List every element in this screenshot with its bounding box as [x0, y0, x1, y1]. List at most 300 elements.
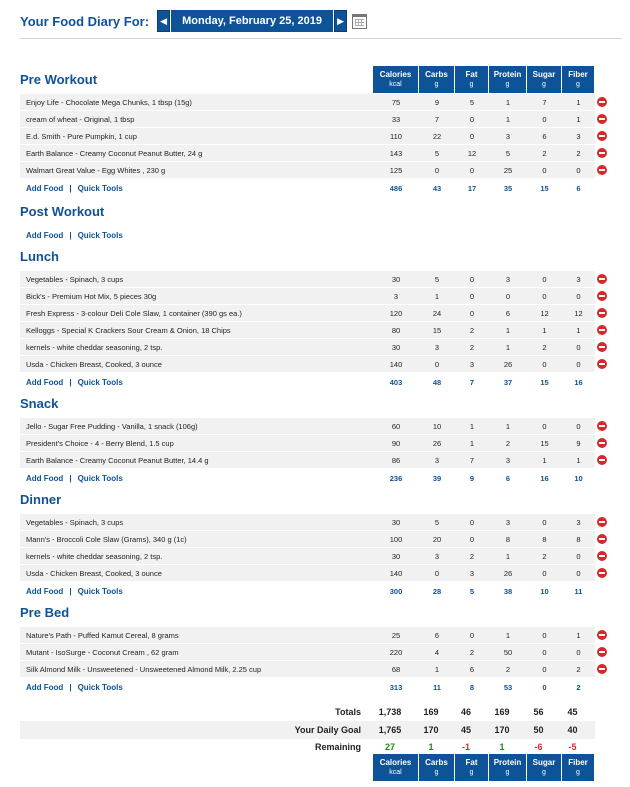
nutrient-value: 7	[434, 114, 440, 124]
nutrient-value: 1	[505, 114, 511, 124]
delete-entry-icon[interactable]	[597, 664, 607, 674]
food-name[interactable]: Nature's Path - Puffed Kamut Cereal, 8 grams	[26, 630, 179, 640]
column-label: Carbs	[425, 70, 448, 79]
meal-total-value: 236	[389, 473, 403, 483]
food-entry-row[interactable]	[20, 452, 595, 468]
nutrient-value: 25	[391, 630, 401, 640]
meal-title: Post Workout	[20, 204, 105, 219]
column-unit: g	[505, 769, 510, 776]
nutrient-value: 140	[389, 359, 403, 369]
meal-total-value: 15	[540, 183, 549, 193]
summary-value: 1,738	[378, 707, 402, 717]
delete-entry-icon[interactable]	[597, 517, 607, 527]
nutrient-value: 0	[469, 131, 475, 141]
meal-total-value: 48	[432, 377, 442, 387]
meal-total-value: 8	[469, 682, 475, 692]
next-day-button[interactable]: ▶	[334, 10, 347, 32]
meal-actions	[20, 683, 373, 692]
meal-title: Pre Workout	[20, 72, 98, 87]
nutrient-value: 0	[469, 291, 475, 301]
column-calories	[373, 754, 418, 781]
delete-entry-icon[interactable]	[597, 630, 607, 640]
nutrient-value: 2	[505, 438, 511, 448]
food-entry-row[interactable]	[20, 661, 595, 677]
nutrient-value: 0	[434, 568, 440, 578]
meal-title: Snack	[20, 396, 59, 411]
food-entry-row[interactable]	[20, 322, 595, 338]
nutrient-value: 3	[434, 551, 440, 561]
column-unit: g	[434, 769, 439, 776]
food-entry-row[interactable]	[20, 514, 595, 530]
nutrient-value: 2	[542, 148, 547, 158]
nutrient-value: 3	[434, 342, 440, 352]
quick-tools-link[interactable]: Quick Tools	[77, 682, 123, 692]
food-entry-row[interactable]	[20, 339, 595, 355]
column-label: Protein	[493, 758, 522, 767]
header-divider	[20, 38, 622, 39]
food-entry-row[interactable]	[20, 627, 595, 643]
nutrient-value: 86	[391, 455, 401, 465]
nutrient-value: 9	[576, 438, 581, 448]
nutrient-value: 3	[434, 455, 440, 465]
summary-value: -6	[534, 742, 543, 752]
meal-total-value: 486	[389, 183, 403, 193]
nutrient-value: 1	[434, 664, 440, 674]
nutrient-value: 25	[503, 165, 513, 175]
column-label: Fiber	[568, 758, 588, 767]
column-sugar	[527, 754, 561, 781]
delete-entry-icon[interactable]	[597, 308, 607, 318]
column-unit: g	[542, 769, 546, 776]
summary-value: 46	[460, 707, 471, 717]
delete-entry-icon[interactable]	[597, 534, 607, 544]
nutrient-value: 6	[505, 308, 511, 318]
food-name[interactable]: President's Choice - 4 - Berry Blend, 1.5 cup	[26, 438, 174, 448]
meal-total-value: 38	[503, 586, 513, 596]
nutrient-value: 1	[505, 551, 511, 561]
meal-total-value: 2	[576, 682, 581, 692]
summary-value: 27	[384, 742, 395, 752]
nutrient-value: 120	[389, 308, 403, 318]
nutrient-value: 0	[469, 517, 475, 527]
food-name[interactable]: Vegetables - Spinach, 3 cups	[26, 274, 124, 284]
nutrient-value: 0	[542, 421, 547, 431]
nutrient-value: 3	[576, 274, 581, 284]
nutrient-value: 0	[434, 165, 440, 175]
nutrient-value: 75	[391, 97, 401, 107]
meal-title: Pre Bed	[20, 605, 70, 620]
link-separator: |	[69, 377, 72, 387]
nutrient-value: 0	[576, 165, 581, 175]
nutrient-value: 0	[469, 114, 475, 124]
meal-actions-row	[20, 679, 595, 695]
column-label: Fiber	[568, 70, 588, 79]
delete-entry-icon[interactable]	[597, 647, 607, 657]
food-name[interactable]: Earth Balance - Creamy Coconut Peanut Butter, 24 g	[26, 148, 203, 158]
add-food-link[interactable]: Add Food	[26, 377, 64, 387]
food-entry-row[interactable]	[20, 356, 595, 372]
meal-total-value: 7	[469, 377, 475, 387]
food-name[interactable]: Kelloggs - Special K Crackers Sour Cream & Onion, 18 Chips	[26, 325, 231, 335]
meal-total-value: 6	[576, 183, 581, 193]
nutrient-value: 0	[576, 359, 581, 369]
add-food-link[interactable]: Add Food	[26, 682, 64, 692]
delete-entry-icon[interactable]	[597, 291, 607, 301]
meal-total-value: 403	[389, 377, 403, 387]
food-entry-row[interactable]	[20, 271, 595, 287]
link-separator: |	[69, 473, 72, 483]
nutrient-value: 110	[390, 131, 402, 141]
food-entry-row[interactable]	[20, 548, 595, 564]
nutrient-value: 0	[542, 165, 547, 175]
nutrient-value: 0	[469, 630, 475, 640]
column-calories	[373, 66, 418, 93]
nutrient-value: 0	[469, 165, 475, 175]
nutrient-value: 9	[434, 97, 440, 107]
nutrient-value: 8	[505, 534, 511, 544]
nutrient-value: 100	[389, 534, 403, 544]
meal-total-value: 39	[432, 473, 442, 483]
nutrient-value: 26	[503, 359, 513, 369]
nutrient-value: 0	[434, 359, 440, 369]
nutrient-value: 20	[432, 534, 442, 544]
calendar-icon[interactable]	[352, 14, 367, 29]
meal-total-value: 0	[542, 682, 547, 692]
food-entry-row[interactable]	[20, 644, 595, 660]
meal-actions-row	[20, 470, 595, 486]
nutrient-value: 0	[505, 291, 511, 301]
nutrient-value: 0	[542, 291, 547, 301]
nutrient-value: 1	[576, 114, 581, 124]
column-label: Carbs	[425, 758, 448, 767]
food-entry-row[interactable]	[20, 128, 595, 144]
column-unit: g	[505, 81, 510, 88]
nutrient-value: 0	[576, 291, 581, 301]
nutrient-value: 143	[389, 148, 403, 158]
summary-value: -5	[568, 742, 577, 752]
delete-entry-icon[interactable]	[597, 359, 607, 369]
nutrient-value: 30	[391, 517, 401, 527]
delete-entry-icon[interactable]	[597, 97, 607, 107]
meal-total-value: 11	[433, 682, 441, 692]
meal-actions-row	[20, 227, 595, 243]
quick-tools-link[interactable]: Quick Tools	[77, 230, 123, 240]
nutrient-value: 6	[542, 131, 547, 141]
delete-entry-icon[interactable]	[597, 274, 607, 284]
nutrient-value: 0	[542, 274, 547, 284]
meal-total-value: 6	[505, 473, 511, 483]
nutrient-value: 4	[434, 647, 440, 657]
meal-total-value: 9	[469, 473, 475, 483]
nutrient-value: 1	[542, 455, 547, 465]
nutrient-value: 1	[469, 421, 475, 431]
summary-value: 169	[494, 707, 510, 717]
nutrient-value: 2	[469, 342, 475, 352]
summary-value: 40	[567, 725, 578, 735]
add-food-link[interactable]: Add Food	[26, 230, 64, 240]
food-name[interactable]: Mutant - IsoSurge - Coconut Cream , 62 gram	[26, 647, 179, 657]
nutrient-value: 24	[432, 308, 442, 318]
daily-totals-row	[20, 703, 595, 721]
meal-total-value: 28	[432, 586, 442, 596]
food-name[interactable]: Bick's - Premium Hot Mix, 5 pieces 30g	[26, 291, 157, 301]
nutrient-value: 12	[574, 308, 583, 318]
bottom-column-header	[373, 754, 595, 781]
nutrient-value: 2	[505, 664, 511, 674]
meal-actions-row	[20, 583, 595, 599]
summary-value: 50	[533, 725, 544, 735]
column-fiber	[562, 66, 594, 93]
previous-day-button[interactable]: ◀	[157, 10, 170, 32]
nutrient-value: 0	[576, 342, 581, 352]
nutrient-value: 6	[434, 630, 440, 640]
column-fat	[455, 754, 488, 781]
diary-date-bar	[20, 10, 367, 32]
meal-total-value: 35	[503, 183, 513, 193]
delete-entry-icon[interactable]	[597, 114, 607, 124]
column-label: Sugar	[532, 70, 556, 79]
meal-total-value: 15	[540, 377, 549, 387]
column-unit: g	[576, 769, 580, 776]
delete-entry-icon[interactable]	[597, 421, 607, 431]
food-entry-row[interactable]	[20, 565, 595, 581]
food-name[interactable]: Fresh Express - 3-colour Deli Cole Slaw, 1 container (390 gs ea.)	[26, 308, 242, 318]
link-separator: |	[69, 230, 72, 240]
column-unit: g	[434, 81, 439, 88]
delete-entry-icon[interactable]	[597, 455, 607, 465]
nutrient-value: 2	[469, 325, 475, 335]
summary-label: Your Daily Goal	[294, 725, 361, 735]
column-label: Calories	[379, 758, 412, 767]
meal-actions	[20, 231, 373, 240]
nutrient-value: 3	[505, 131, 511, 141]
nutrient-value: 60	[391, 421, 401, 431]
nutrient-value: 7	[469, 455, 475, 465]
nutrient-value: 80	[391, 325, 401, 335]
delete-entry-icon[interactable]	[597, 568, 607, 578]
food-entry-row[interactable]	[20, 111, 595, 127]
summary-value: 1,765	[378, 725, 402, 735]
nutrient-value: 3	[505, 517, 511, 527]
column-sugar	[527, 66, 561, 93]
nutrient-value: 15	[540, 438, 549, 448]
nutrient-value: 2	[576, 148, 581, 158]
meal-total-value: 313	[389, 682, 403, 692]
summary-value: 45	[567, 707, 578, 717]
column-unit: kcal	[389, 81, 402, 88]
meal-total-value: 43	[432, 183, 442, 193]
summary-label: Remaining	[314, 742, 361, 752]
column-fiber	[562, 754, 594, 781]
nutrient-value: 3	[393, 291, 399, 301]
food-entry-row[interactable]	[20, 435, 595, 451]
delete-entry-icon[interactable]	[597, 165, 607, 175]
nutrient-value: 1	[576, 325, 581, 335]
meal-actions-row	[20, 180, 595, 196]
food-name[interactable]: kernels - white cheddar seasoning, 2 tsp.	[26, 342, 163, 352]
nutrient-value: 3	[505, 455, 511, 465]
delete-entry-icon[interactable]	[597, 438, 607, 448]
nutrient-value: 125	[389, 165, 403, 175]
nutrient-value: 1	[434, 291, 440, 301]
food-name[interactable]: E.d. Smith - Pure Pumpkin, 1 cup	[26, 131, 137, 141]
meal-actions	[20, 378, 373, 387]
nutrient-value: 0	[576, 421, 581, 431]
food-entry-row[interactable]	[20, 418, 595, 434]
summary-value: 1	[499, 742, 505, 752]
nutrient-value: 3	[469, 359, 475, 369]
nutrient-value: 3	[576, 517, 581, 527]
add-food-link[interactable]: Add Food	[26, 586, 64, 596]
quick-tools-link[interactable]: Quick Tools	[77, 377, 123, 387]
nutrient-value: 30	[391, 342, 401, 352]
meal-total-value: 17	[467, 183, 477, 193]
link-separator: |	[69, 682, 72, 692]
nutrient-value: 0	[542, 664, 547, 674]
summary-value: 1	[428, 742, 434, 752]
nutrient-value: 5	[434, 274, 440, 284]
nutrient-value: 1	[542, 325, 547, 335]
quick-tools-link[interactable]: Quick Tools	[77, 473, 123, 483]
delete-entry-icon[interactable]	[597, 148, 607, 158]
nutrient-value: 30	[391, 274, 401, 284]
nutrient-value: 12	[540, 308, 549, 318]
nutrient-value: 5	[505, 148, 511, 158]
nutrient-value: 1	[469, 438, 475, 448]
diary-title: Your Food Diary For:	[20, 13, 150, 29]
delete-entry-icon[interactable]	[597, 342, 607, 352]
quick-tools-link[interactable]: Quick Tools	[77, 586, 123, 596]
nutrient-value: 5	[434, 148, 440, 158]
nutrient-value: 1	[576, 630, 581, 640]
column-label: Sugar	[532, 758, 556, 767]
food-name[interactable]: Mann's - Broccoli Cole Slaw (Grams), 340 g (1c)	[26, 534, 187, 544]
summary-label: Totals	[335, 707, 361, 717]
food-name[interactable]: Earth Balance - Creamy Coconut Peanut Butter, 14.4 g	[26, 455, 209, 465]
meal-total-value: 16	[574, 377, 583, 387]
meal-title: Lunch	[20, 249, 59, 264]
food-entry-row[interactable]	[20, 162, 595, 178]
nutrient-value: 0	[542, 517, 547, 527]
link-separator: |	[69, 183, 72, 193]
meal-total-value: 16	[540, 473, 549, 483]
column-unit: kcal	[389, 769, 402, 776]
food-name[interactable]: cream of wheat - Original, 1 tbsp	[26, 114, 135, 124]
food-name[interactable]: kernels - white cheddar seasoning, 2 tsp.	[26, 551, 163, 561]
meal-actions	[20, 184, 373, 193]
food-entry-row[interactable]	[20, 305, 595, 321]
nutrient-value: 5	[469, 97, 475, 107]
column-label: Fat	[465, 758, 478, 767]
nutrient-value: 2	[469, 647, 475, 657]
food-name[interactable]: Enjoy Life - Chocolate Mega Chunks, 1 tbsp (15g)	[26, 97, 192, 107]
meal-total-value: 53	[503, 682, 513, 692]
nutrient-value: 8	[576, 534, 581, 544]
column-unit: g	[576, 81, 580, 88]
nutrient-value: 3	[469, 568, 475, 578]
nutrient-value: 10	[432, 421, 442, 431]
nutrient-value: 140	[389, 568, 403, 578]
nutrient-value: 68	[391, 664, 401, 674]
column-label: Protein	[493, 70, 522, 79]
nutrient-value: 12	[467, 148, 477, 158]
food-name[interactable]: Silk Almond Milk - Unsweetened - Unsweetened Almond Milk, 2.25 cup	[26, 664, 262, 674]
food-name[interactable]: Vegetables - Spinach, 3 cups	[26, 517, 124, 527]
nutrient-value: 0	[469, 308, 475, 318]
nutrient-value: 0	[469, 534, 475, 544]
food-name[interactable]: Usda - Chicken Breast, Cooked, 3 ounce	[26, 568, 162, 578]
column-protein	[489, 66, 526, 93]
nutrient-value: 0	[576, 568, 581, 578]
nutrient-value: 220	[389, 647, 403, 657]
food-name[interactable]: Jello - Sugar Free Pudding - Vanilla, 1 snack (106g)	[26, 421, 198, 431]
nutrient-value: 3	[576, 131, 581, 141]
summary-value: 170	[494, 725, 510, 735]
nutrient-value: 0	[542, 568, 547, 578]
food-entry-row[interactable]	[20, 531, 595, 547]
food-entry-row[interactable]	[20, 94, 595, 110]
nutrient-value: 1	[505, 325, 511, 335]
nutrient-value: 90	[391, 438, 401, 448]
nutrient-value: 8	[542, 534, 547, 544]
column-unit: g	[469, 769, 474, 776]
nutrient-value: 0	[542, 647, 547, 657]
column-label: Calories	[379, 70, 412, 79]
delete-entry-icon[interactable]	[597, 131, 607, 141]
nutrient-value: 0	[576, 647, 581, 657]
food-entry-row[interactable]	[20, 288, 595, 304]
summary-value: 56	[533, 707, 544, 717]
quick-tools-link[interactable]: Quick Tools	[77, 183, 123, 193]
nutrient-value: 1	[576, 97, 581, 107]
meal-total-value: 11	[574, 586, 583, 596]
nutrient-value: 1	[505, 97, 511, 107]
meal-actions-row	[20, 374, 595, 390]
meal-total-value: 5	[469, 586, 475, 596]
food-name[interactable]: Walmart Great Value - Egg Whites , 230 g	[26, 165, 166, 175]
nutrient-value: 0	[542, 114, 547, 124]
nutrient-value: 2	[542, 551, 547, 561]
nutrient-value: 3	[505, 274, 511, 284]
delete-entry-icon[interactable]	[597, 551, 607, 561]
nutrient-value: 15	[432, 325, 442, 335]
meal-title: Dinner	[20, 492, 62, 507]
nutrient-value: 6	[469, 664, 475, 674]
nutrient-value: 2	[542, 342, 547, 352]
summary-value: 170	[423, 725, 439, 735]
food-entry-row[interactable]	[20, 145, 595, 161]
nutrient-value: 0	[469, 274, 475, 284]
meal-total-value: 37	[503, 377, 513, 387]
meal-total-value: 10	[540, 586, 549, 596]
column-carbs	[419, 754, 454, 781]
nutrient-value: 1	[505, 421, 511, 431]
nutrient-value: 1	[576, 455, 581, 465]
nutrient-value: 1	[505, 630, 511, 640]
nutrient-value: 7	[542, 97, 547, 107]
nutrient-value: 26	[432, 438, 442, 448]
add-food-link[interactable]: Add Food	[26, 183, 64, 193]
meal-total-value: 300	[389, 586, 403, 596]
nutrient-value: 30	[391, 551, 401, 561]
column-unit: g	[469, 81, 474, 88]
summary-value: 169	[423, 707, 439, 717]
nutrient-value: 0	[542, 359, 547, 369]
delete-entry-icon[interactable]	[597, 325, 607, 335]
nutrient-value: 22	[432, 131, 442, 141]
add-food-link[interactable]: Add Food	[26, 473, 64, 483]
food-name[interactable]: Usda - Chicken Breast, Cooked, 3 ounce	[26, 359, 162, 369]
